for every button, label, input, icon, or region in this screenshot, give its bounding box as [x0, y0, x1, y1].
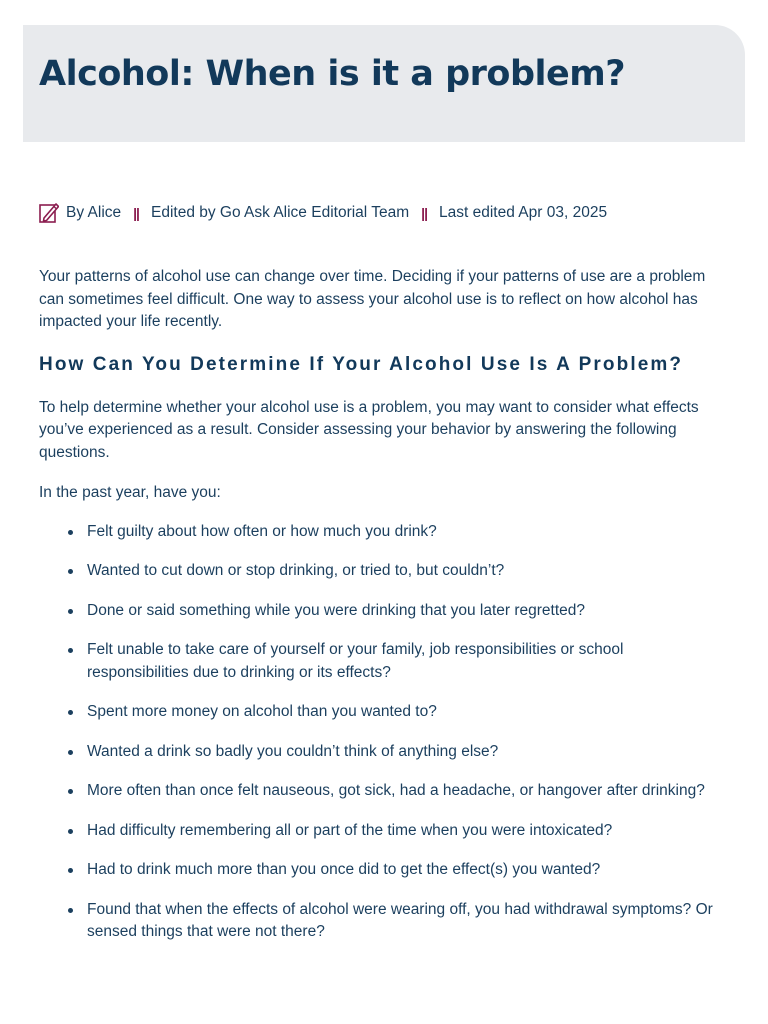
byline-last-edited: Last edited Apr 03, 2025	[439, 204, 608, 221]
article-body	[39, 266, 729, 961]
question-list	[39, 521, 729, 944]
list-item: Found that when the effects of alcohol were wearing off, you had withdrawal symptoms? Or sensed things that were not there?	[39, 899, 729, 944]
list-item: Spent more money on alcohol than you wanted to?	[39, 701, 729, 724]
list-item: Wanted a drink so badly you couldn’t think of anything else?	[39, 741, 729, 764]
section-heading: How Can You Determine If Your Alcohol Use Is A Problem?	[39, 353, 684, 375]
byline-separator: ||	[421, 205, 428, 221]
list-item: More often than once felt nauseous, got sick, had a headache, or hangover after drinking?	[39, 780, 729, 803]
list-item: Felt guilty about how often or how much you drink?	[39, 521, 729, 544]
list-item: Done or said something while you were drinking that you later regretted?	[39, 600, 729, 623]
byline-separator: ||	[133, 205, 139, 221]
intro-paragraph: Your patterns of alcohol use can change over time. Deciding if your patterns of use are a problem can sometimes feel difficult. One way to assess your alcohol use is to reflect on how alcohol has impacted your life recently.	[39, 268, 706, 330]
list-item: Wanted to cut down or stop drinking, or tried to, but couldn’t?	[39, 560, 729, 583]
list-item: Had difficulty remembering all or part of the time when you were intoxicated?	[39, 820, 729, 843]
title-banner	[23, 25, 745, 142]
help-paragraph: To help determine whether your alcohol use is a problem, you may want to consider what effects you’ve experienced as a result. Consider assessing your behavior by answering the following questions.	[39, 398, 699, 461]
byline-author[interactable]: By Alice	[66, 204, 122, 221]
edit-icon	[39, 202, 59, 224]
byline-editor[interactable]: Edited by Go Ask Alice Editorial Team	[150, 204, 410, 221]
page-title: Alcohol: When is it a problem?	[39, 54, 626, 94]
list-item: Had to drink much more than you once did to get the effect(s) you wanted?	[39, 859, 729, 882]
byline	[39, 202, 607, 224]
past-year-prompt: In the past year, have you:	[39, 484, 221, 501]
list-item: Felt unable to take care of yourself or your family, job responsibilities or school responsibilities due to drinking or its effects?	[39, 639, 729, 684]
